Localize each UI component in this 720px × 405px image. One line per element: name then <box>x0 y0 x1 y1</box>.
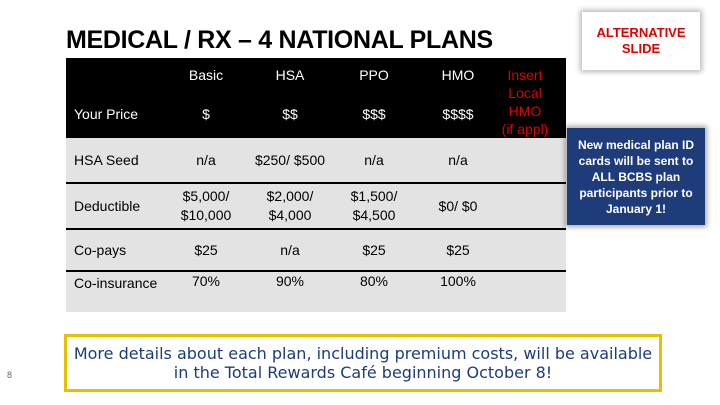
table-cell: $$ <box>282 105 298 122</box>
table-cell: n/a <box>364 151 384 168</box>
table-cell: $25 <box>446 241 470 258</box>
table-row <box>66 184 566 228</box>
more-details-text: More details about each plan, including premium costs, will be available in the Total Rewards Café beginning October 8! <box>73 344 653 382</box>
table-cell: n/a <box>196 151 216 168</box>
column-header-ppo: PPO <box>359 66 389 83</box>
column-header-basic: Basic <box>188 66 224 83</box>
insert-note-line4: (if appl) <box>501 121 549 137</box>
table-cell: $1,500/ $4,500 <box>350 188 398 223</box>
table-cell: 90% <box>275 273 305 289</box>
row-label-co-insurance: Co-insurance <box>74 275 158 291</box>
insert-note-line3: HMO <box>508 103 542 119</box>
table-cell: $$$ <box>362 105 386 122</box>
id-cards-note-text: New medical plan ID cards will be sent to ALL BCBS plan participants prior to January 1! <box>577 137 695 216</box>
insert-local-hmo-note <box>490 66 560 138</box>
slide-title: MEDICAL / RX – 4 NATIONAL PLANS <box>66 26 493 54</box>
row-label-co-pays: Co-pays <box>74 241 127 258</box>
column-header-hsa: HSA <box>275 66 305 83</box>
slide-number: 8 <box>7 370 13 380</box>
table-cell: $25 <box>362 241 386 258</box>
table-cell: $2,000/ $4,000 <box>266 188 314 223</box>
row-label-your-price: Your Price <box>74 105 139 122</box>
table-cell: $ <box>202 105 210 122</box>
alternative-slide-badge-line2: SLIDE <box>621 41 661 56</box>
table-row <box>66 230 566 270</box>
table-row <box>66 138 566 182</box>
table-cell: n/a <box>448 151 468 168</box>
column-header-hmo: HMO <box>441 66 475 83</box>
table-cell: $$$$ <box>442 105 474 122</box>
table-cell: 70% <box>191 273 221 289</box>
table-cell: $25 <box>194 241 218 258</box>
row-label-deductible: Deductible <box>74 197 141 214</box>
insert-note-line1: Insert <box>507 67 543 83</box>
table-cell: n/a <box>280 241 300 258</box>
table-cell: $5,000/ $10,000 <box>180 188 232 223</box>
table-cell: 80% <box>359 273 389 289</box>
more-details-callout <box>64 334 662 392</box>
table-row <box>66 272 566 312</box>
table-cell: 100% <box>440 273 476 289</box>
insert-note-line2: Local <box>508 85 542 101</box>
table-cell: $250/ $500 <box>254 151 326 168</box>
row-label-hsa-seed: HSA Seed <box>74 151 139 168</box>
alternative-slide-badge <box>582 12 700 70</box>
id-cards-note <box>567 128 705 225</box>
table-cell: $0/ $0 <box>438 197 478 214</box>
alternative-slide-badge-line1: ALTERNATIVE <box>596 25 686 40</box>
